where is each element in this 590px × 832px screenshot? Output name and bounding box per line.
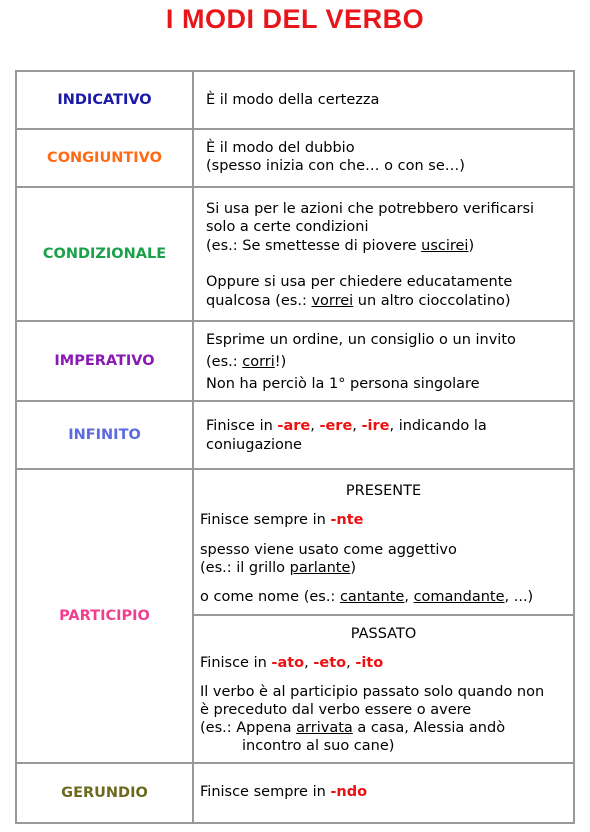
verb-modes-table (15, 70, 575, 824)
infinito-line-2: coniugazione (206, 437, 302, 453)
title-letter: O (402, 4, 425, 34)
title-letter: I (246, 4, 255, 34)
label-condizionale: CONDIZIONALE (42, 246, 167, 262)
condizionale-line-3 (206, 237, 474, 255)
text-segment: , indicando la (389, 418, 487, 434)
title-letter: E (282, 4, 301, 34)
cell-imperativo (194, 322, 573, 400)
text-segment: , (310, 418, 320, 434)
text-segment: ) (350, 560, 357, 576)
condizionale-line-5 (206, 292, 511, 310)
passato-line-3: è preceduto dal verbo essere o avere (200, 702, 472, 718)
cell-congiuntivo (194, 130, 573, 186)
row-participio (17, 468, 573, 762)
title-letter: M (181, 4, 205, 34)
label-congiuntivo: CONGIUNTIVO (47, 150, 162, 166)
row-congiuntivo (17, 128, 573, 186)
congiuntivo-line-2: (spesso inizia con che… o con se…) (206, 158, 465, 174)
row-condizionale (17, 186, 573, 320)
suffix-ere: -ere (319, 418, 353, 434)
suffix-nte: -nte (330, 512, 364, 528)
suffix-ato: -ato (271, 655, 305, 671)
cell-participio (194, 470, 573, 762)
suffix-are: -are (277, 418, 311, 434)
text-segment: , (352, 418, 362, 434)
text-segment: !) (274, 354, 287, 370)
title-letter: E (344, 4, 363, 34)
row-imperativo (17, 320, 573, 400)
passato-line-1 (200, 654, 383, 672)
cell-indicativo (194, 72, 573, 128)
example-word: comandante (413, 589, 505, 605)
passato-line-5: incontro al suo cane) (242, 738, 395, 754)
title-letter: L (301, 4, 318, 34)
presente-line-1 (200, 511, 364, 529)
title-letter: R (362, 4, 383, 34)
label-participio: PARTICIPIO (59, 608, 150, 624)
text-segment: , (404, 589, 414, 605)
cell-infinito (194, 402, 573, 468)
indicativo-text: È il modo della certezza (206, 92, 380, 108)
title-letter (318, 4, 326, 34)
text-segment: , (304, 655, 314, 671)
congiuntivo-line-1: È il modo del dubbio (206, 140, 355, 156)
example-word: arrivata (296, 720, 353, 736)
example-word: vorrei (311, 293, 354, 309)
condizionale-line-4: Oppure si usa per chiedere educatamente (206, 274, 513, 290)
title-letter: B (382, 4, 403, 34)
passato-heading: PASSATO (350, 626, 417, 642)
text-segment: Finisce sempre in (200, 512, 331, 528)
text-segment: ) (468, 238, 475, 254)
cell-condizionale (194, 188, 573, 320)
presente-line-3 (200, 559, 356, 577)
label-infinito: INFINITO (68, 427, 141, 443)
suffix-ito: -ito (355, 655, 384, 671)
condizionale-line-1: Si usa per le azioni che potrebbero verificarsi (206, 201, 535, 217)
text-segment: un altro cioccolatino) (353, 293, 511, 309)
passato-line-4 (200, 719, 505, 737)
presente-heading: PRESENTE (345, 483, 422, 499)
label-imperativo: IMPERATIVO (54, 353, 155, 369)
text-segment: (es.: Se smettesse di piovere (206, 238, 422, 254)
imperativo-line-3: Non ha perciò la 1° persona singolare (206, 376, 480, 392)
text-segment: , (346, 655, 356, 671)
text-segment: (es.: Appena (200, 720, 297, 736)
text-segment: o come nome (es.: (200, 589, 340, 605)
label-indicativo: INDICATIVO (57, 92, 152, 108)
example-word: corri (242, 354, 275, 370)
row-indicativo (17, 72, 573, 128)
title-letter (174, 4, 182, 34)
text-segment: Finisce in (200, 655, 272, 671)
text-segment: , ...) (504, 589, 534, 605)
suffix-ire: -ire (361, 418, 390, 434)
row-infinito (17, 400, 573, 468)
passato-line-2: Il verbo è al participio passato solo quando non (200, 684, 545, 700)
condizionale-line-2: solo a certe condizioni (206, 219, 369, 235)
example-word: parlante (289, 560, 351, 576)
text-segment: Finisce in (206, 418, 278, 434)
example-word: uscirei (421, 238, 469, 254)
imperativo-line-2 (206, 353, 286, 371)
text-segment: Finisce sempre in (200, 784, 331, 800)
text-segment: (es.: (206, 354, 243, 370)
row-gerundio (17, 762, 573, 822)
presente-line-4 (200, 588, 533, 606)
participio-divider (194, 614, 573, 616)
title-letter: D (262, 4, 283, 34)
title-letter: D (226, 4, 247, 34)
text-segment: a casa, Alessia andò (352, 720, 506, 736)
page-title (0, 4, 590, 35)
suffix-eto: -eto (313, 655, 347, 671)
imperativo-line-1: Esprime un ordine, un consiglio o un invito (206, 332, 516, 348)
text-segment: qualcosa (es.: (206, 293, 312, 309)
cell-gerundio (194, 764, 573, 822)
title-letter: V (325, 4, 345, 34)
label-gerundio: GERUNDIO (61, 785, 148, 801)
text-segment: (es.: il grillo (200, 560, 290, 576)
suffix-ndo: -ndo (330, 784, 368, 800)
title-letter: O (204, 4, 227, 34)
example-word: cantante (339, 589, 405, 605)
gerundio-line-1 (200, 783, 367, 801)
presente-line-2: spesso viene usato come aggettivo (200, 542, 457, 558)
title-letter: I (165, 4, 174, 34)
infinito-line-1 (206, 417, 487, 435)
